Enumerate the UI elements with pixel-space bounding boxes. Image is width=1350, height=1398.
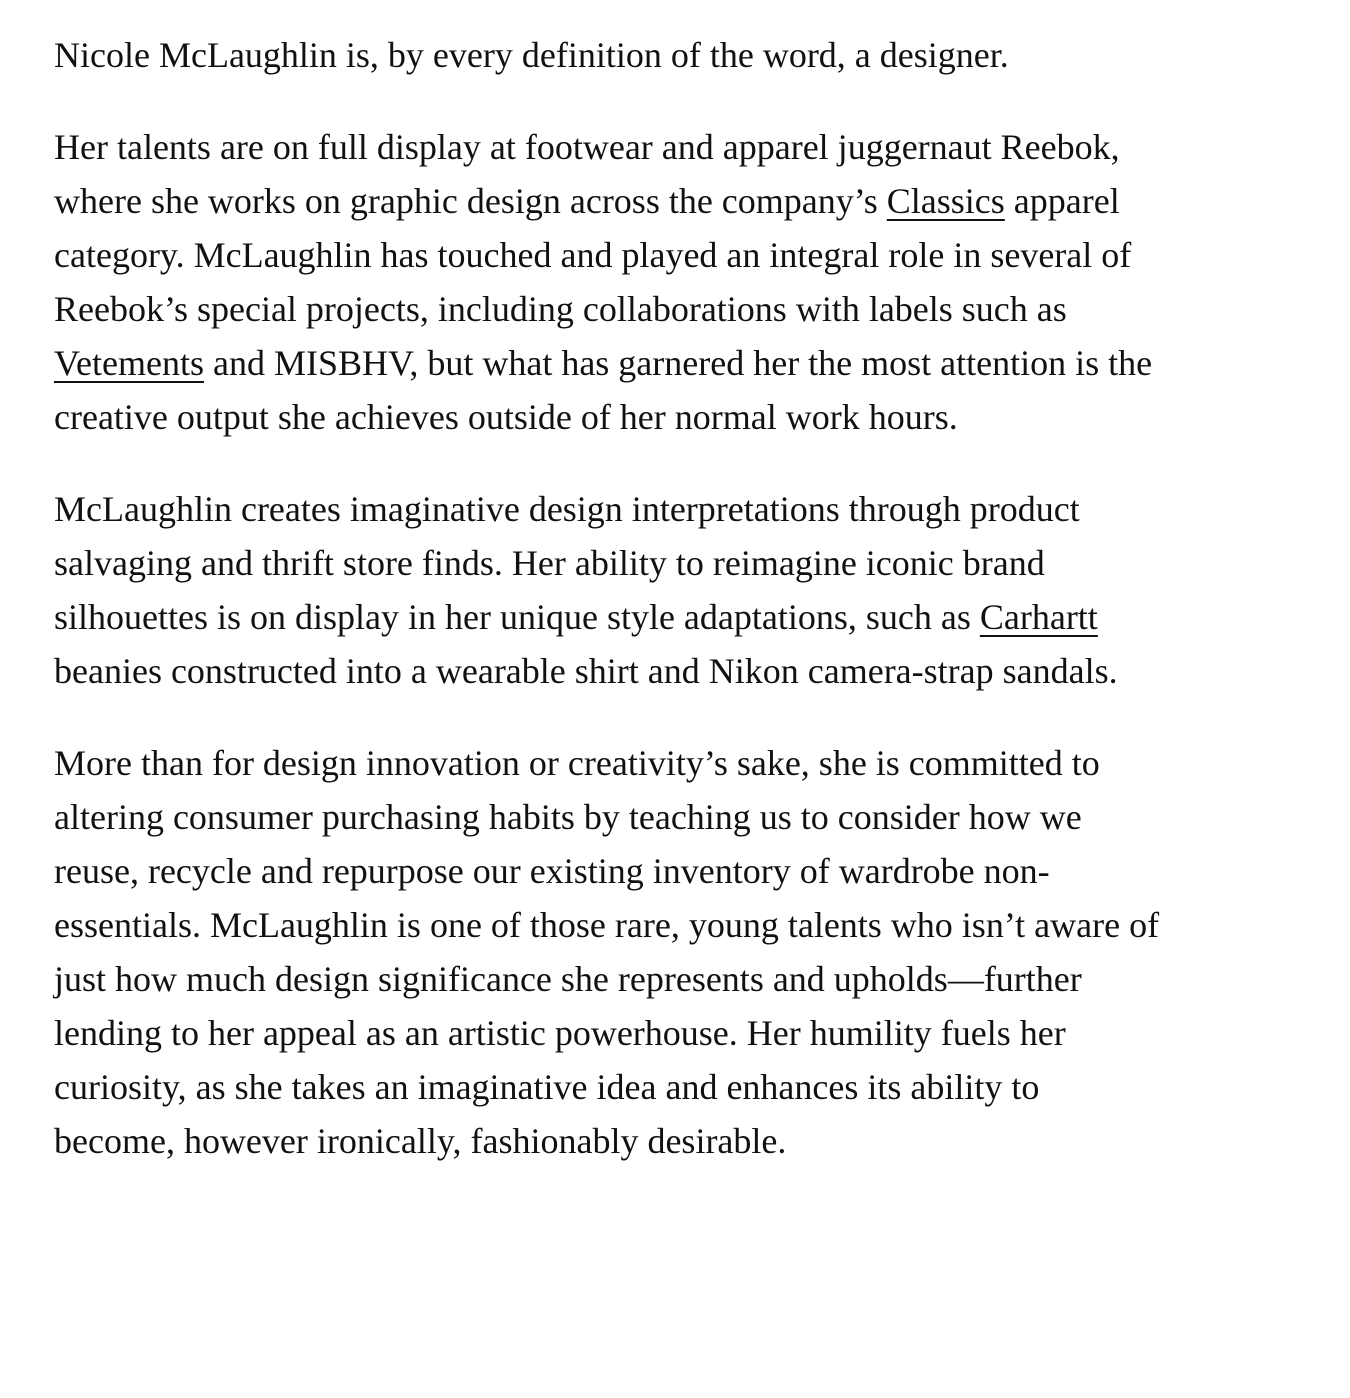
paragraph-salvaging-text-2: beanies constructed into a wearable shirt and Nikon camera-strap sandals. <box>54 651 1118 691</box>
carhartt-link[interactable]: Carhartt <box>979 597 1098 637</box>
paragraph-reebok-text-1: Her talents are on full display at footwear and apparel juggernaut Reebok, where she works on graphic design across the company’s <box>54 127 1120 221</box>
paragraph-sustainability <box>54 736 1164 1168</box>
paragraph-reebok-text-3: and MISBHV, but what has garnered her the most attention is the creative output she achieves outside of her normal work hours. <box>54 343 1153 437</box>
paragraph-reebok-text-2: apparel category. McLaughlin has touched and played an integral role in several of Reebok’s special projects, including collaborations with labels such as <box>54 181 1132 329</box>
paragraph-intro <box>54 28 1164 82</box>
vetements-link[interactable]: Vetements <box>54 343 204 383</box>
paragraph-salvaging-text-1: McLaughlin creates imaginative design interpretations through product salvaging and thrift store finds. Her ability to reimagine iconic brand silhouettes is on display in her unique style adaptations, such as <box>54 489 1080 637</box>
paragraph-salvaging <box>54 482 1164 698</box>
paragraph-reebok <box>54 120 1164 444</box>
paragraph-sustainability-text: More than for design innovation or creativity’s sake, she is committed to altering consumer purchasing habits by teaching us to consider how we reuse, recycle and repurpose our existing inventory of wardrobe non-essentials. McLaughlin is one of those rare, young talents who isn’t aware of just how much design significance she represents and upholds—further lending to her appeal as an artistic powerhouse. Her humility fuels her curiosity, as she takes an imaginative idea and enhances its ability to become, however ironically, fashionably desirable. <box>54 743 1160 1161</box>
article-body <box>54 28 1164 1206</box>
classics-link[interactable]: Classics <box>886 181 1005 221</box>
paragraph-intro-text: Nicole McLaughlin is, by every definition of the word, a designer. <box>54 35 1009 75</box>
